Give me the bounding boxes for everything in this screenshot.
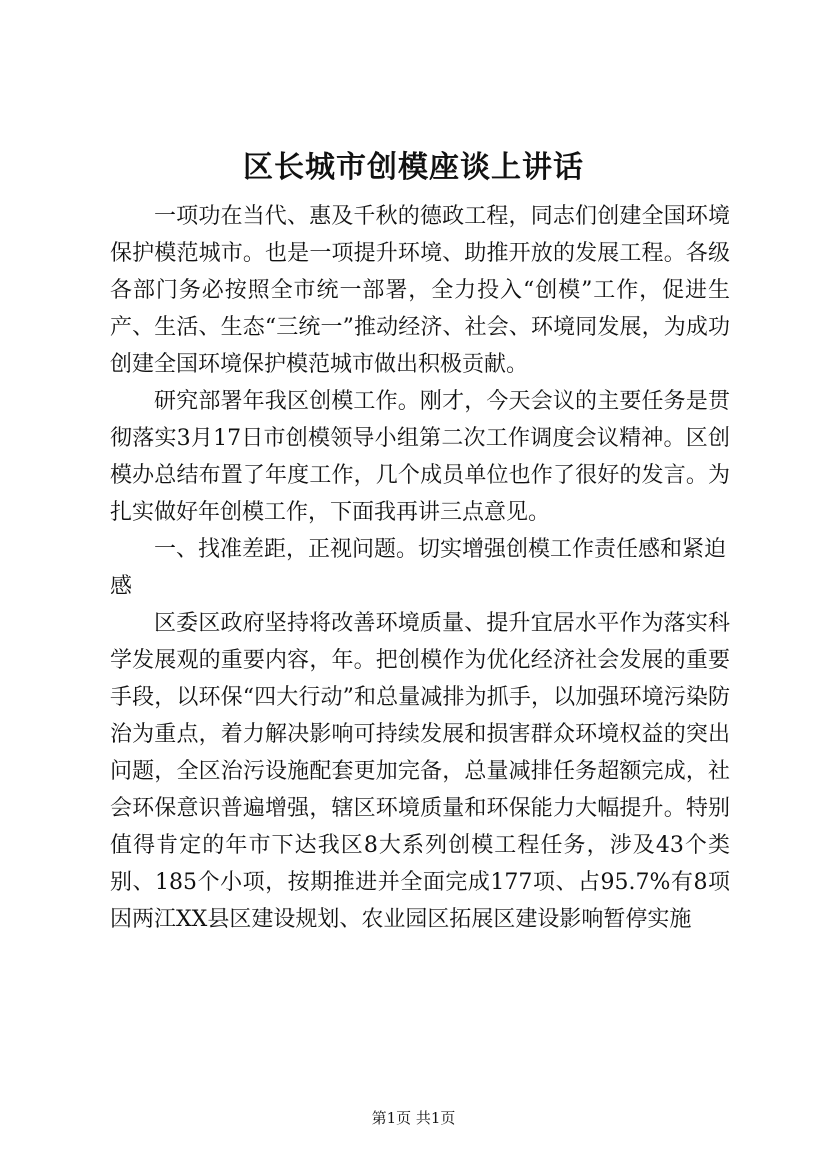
document-body	[110, 198, 730, 938]
page-footer: 第1页 共1页	[371, 1109, 456, 1127]
paragraph-meeting: 研究部署年我区创模工作。刚才，今天会议的主要任务是贯彻落实3月17日市创模领导小组第二次工作调度会议精神。区创模办总结布置了年度工作，几个成员单位也作了很好的发言。为扎实做好年创模工作，下面我再讲三点意见。	[110, 389, 730, 525]
paragraph-achievements: 区委区政府坚持将改善环境质量、提升宜居水平作为落实科学发展观的重要内容，年。把创模作为优化经济社会发展的重要手段，以环保“四大行动”和总量减排为抓手，以加强环境污染防治为重点，着力解决影响可持续发展和损害群众环境权益的突出问题，全区治污设施配套更加完备，总量减排任务超额完成，社会环保意识普遍增强，辖区环境质量和环保能力大幅提升。特别值得肯定的年市下达我区8大系列创模工程任务，涉及43个类别、185个小项，按期推进并全面完成177项、占95.7%有8项因两江XX县区建设规划、农业园区拓展区建设影响暂停实施	[110, 611, 730, 932]
document-title: 区长城市创模座谈上讲话	[243, 150, 584, 185]
section-heading-1: 一、找准差距，正视问题。切实增强创模工作责任感和紧迫感	[110, 537, 727, 599]
paragraph-intro: 一项功在当代、惠及千秋的德政工程，同志们创建全国环境保护模范城市。也是一项提升环境、助推开放的发展工程。各级各部门务必按照全市统一部署，全力投入“创模”工作，促进生产、生活、生态“三统一”推动经济、社会、环境同发展，为成功创建全国环境保护模范城市做出积极贡献。	[110, 204, 730, 377]
